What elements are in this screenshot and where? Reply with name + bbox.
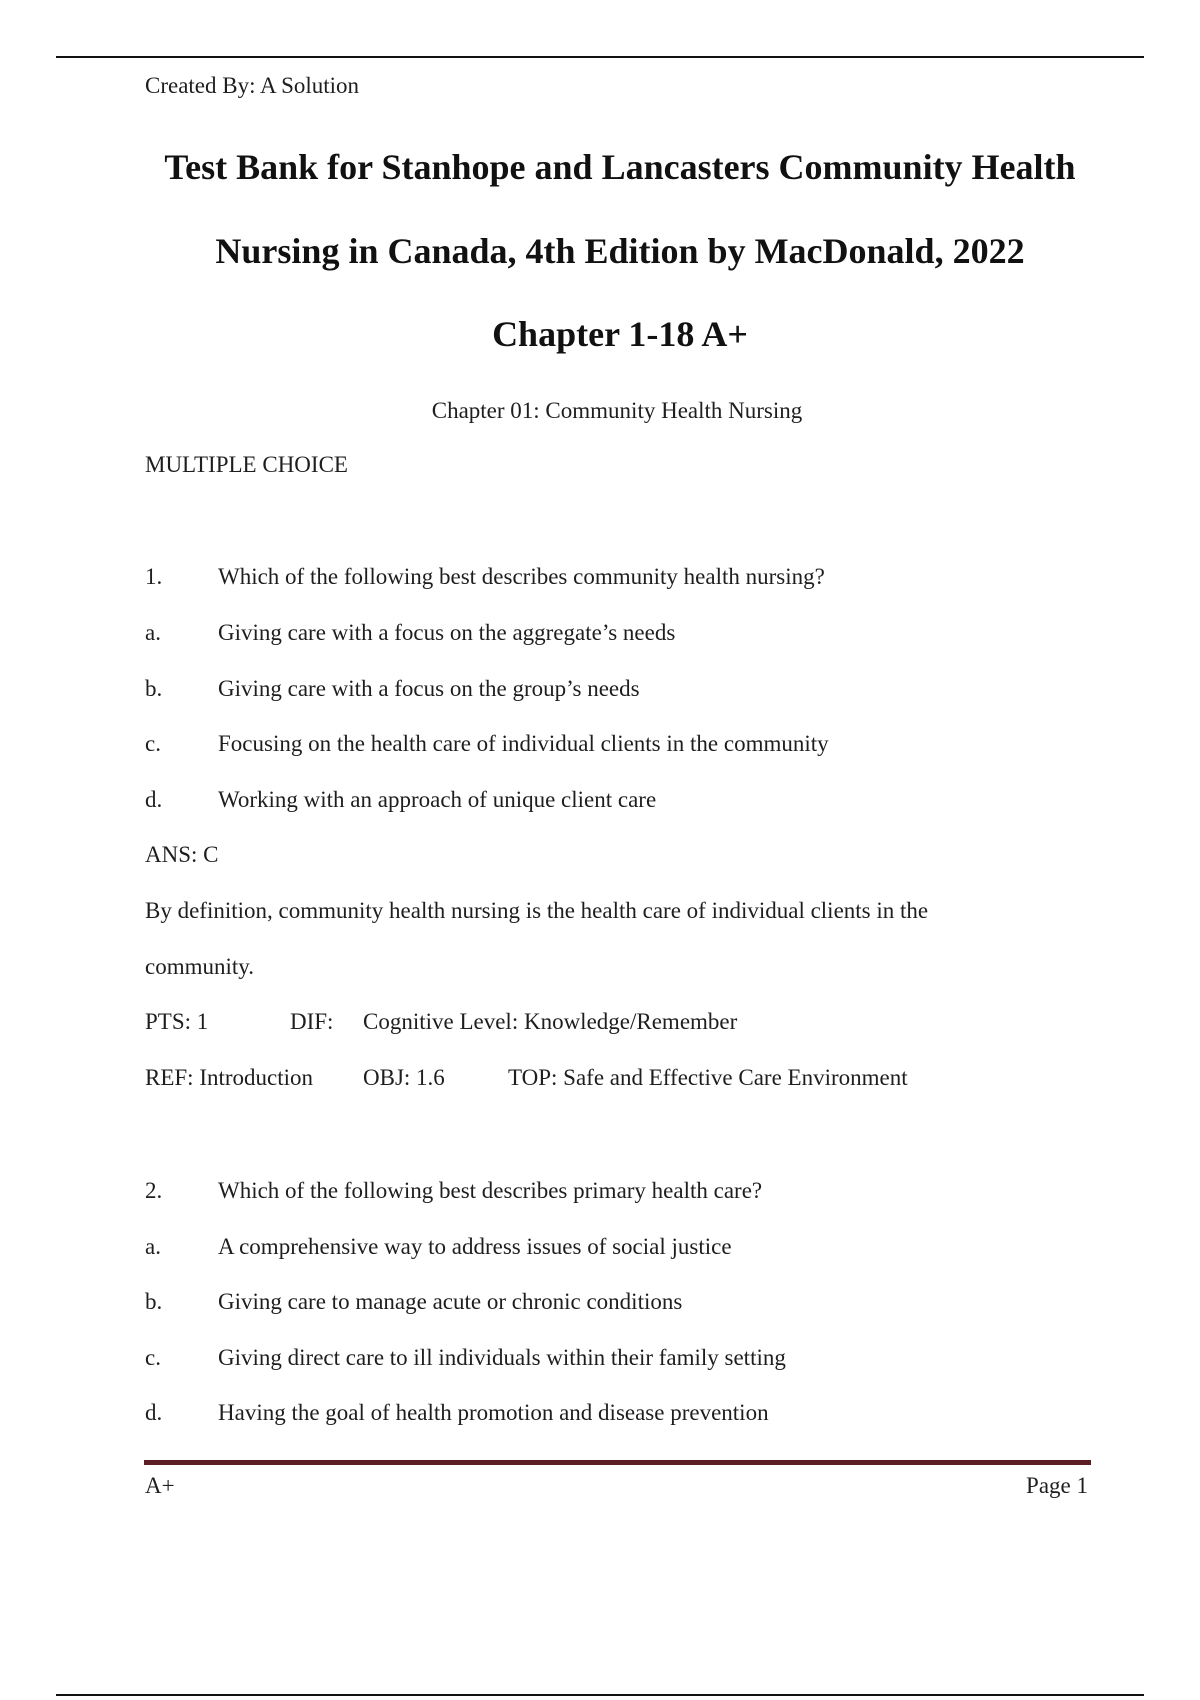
option-letter: a. (145, 620, 161, 645)
difficulty-value: Cognitive Level: Knowledge/Remember (363, 1009, 738, 1034)
question-text: Which of the following best describes primary health care? (218, 1178, 763, 1203)
topic: TOP: Safe and Effective Care Environment (508, 1065, 908, 1090)
option-text: Giving care to manage acute or chronic conditions (218, 1289, 683, 1314)
footer-left: A+ (145, 1473, 175, 1498)
option-letter: d. (145, 1400, 163, 1425)
question-number: 1. (145, 564, 163, 589)
points: PTS: 1 (145, 1009, 209, 1034)
bottom-rule (56, 1694, 1144, 1696)
option-text: Giving care with a focus on the group’s needs (218, 676, 640, 701)
section-heading: MULTIPLE CHOICE (145, 452, 348, 477)
rationale-line-2: community. (145, 954, 255, 979)
difficulty-label: DIF: (290, 1009, 334, 1034)
option-text: Giving care with a focus on the aggregate’s needs (218, 620, 676, 645)
document-title-line-1: Test Bank for Stanhope and Lancasters Community Health (164, 147, 1076, 187)
option-text: Focusing on the health care of individual clients in the community (218, 731, 829, 756)
option-text: Having the goal of health promotion and disease prevention (218, 1400, 769, 1425)
created-by: Created By: A Solution (145, 73, 360, 98)
top-rule (56, 56, 1144, 58)
option-letter: b. (145, 1289, 163, 1314)
option-letter: d. (145, 787, 163, 812)
option-letter: a. (145, 1234, 161, 1259)
option-letter: c. (145, 1345, 161, 1370)
document-title-line-3: Chapter 1-18 A+ (492, 314, 748, 354)
option-text: Working with an approach of unique client care (218, 787, 657, 812)
option-text: A comprehensive way to address issues of social justice (218, 1234, 732, 1259)
option-letter: c. (145, 731, 161, 756)
answer: ANS: C (145, 842, 219, 867)
chapter-heading: Chapter 01: Community Health Nursing (431, 398, 803, 423)
objective: OBJ: 1.6 (363, 1065, 445, 1090)
option-letter: b. (145, 676, 163, 701)
page-number: Page 1 (1026, 1473, 1088, 1498)
footer-rule (144, 1460, 1091, 1465)
question-number: 2. (145, 1178, 163, 1203)
reference: REF: Introduction (145, 1065, 314, 1090)
question-text: Which of the following best describes community health nursing? (218, 564, 825, 589)
rationale-line-1: By definition, community health nursing is the health care of individual clients in the (145, 898, 929, 923)
option-text: Giving direct care to ill individuals within their family setting (218, 1345, 786, 1370)
document-title-line-2: Nursing in Canada, 4th Edition by MacDonald, 2022 (215, 231, 1025, 271)
